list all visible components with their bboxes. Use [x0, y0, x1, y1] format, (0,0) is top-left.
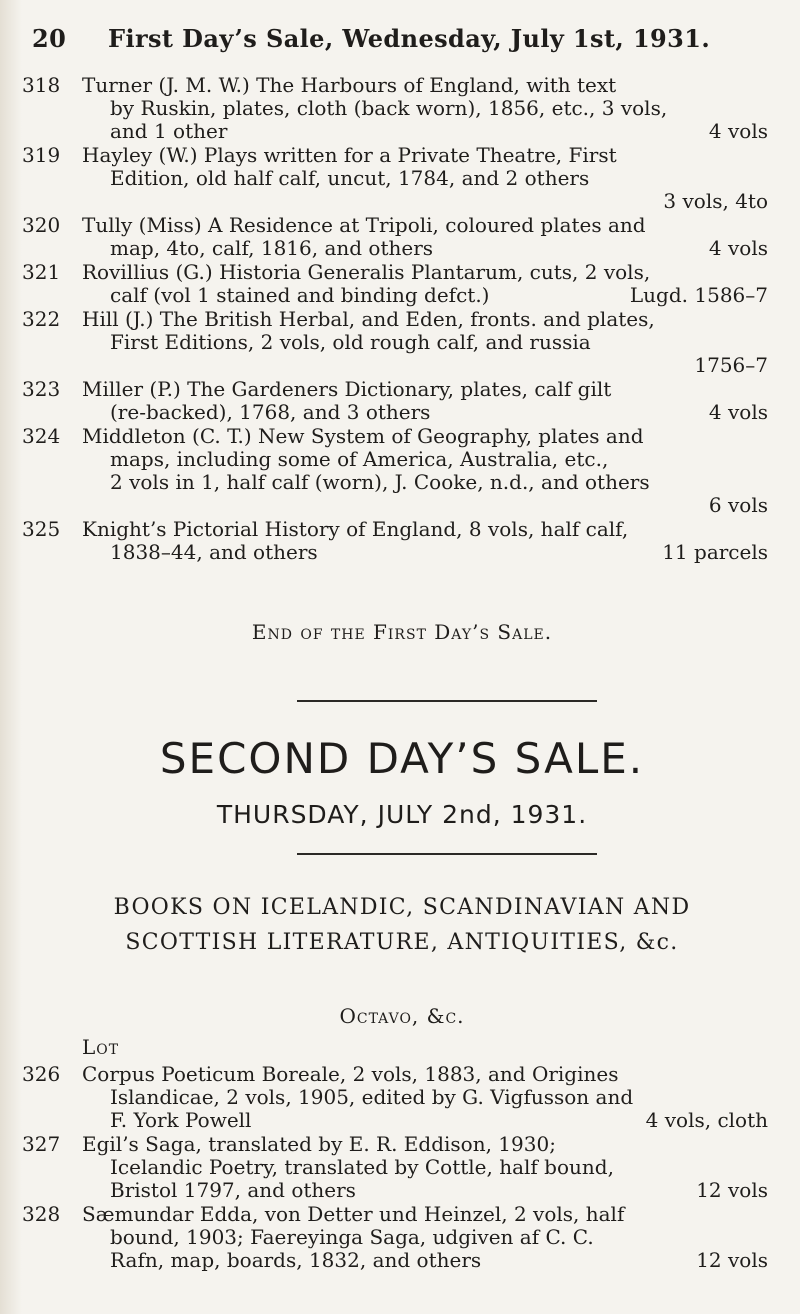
- lot-quantity: 12 vols: [696, 1248, 768, 1272]
- lot-text-span: 1838–44, and others: [110, 540, 318, 564]
- lot-text-line: [82, 237, 768, 260]
- lot-quantity: 4 vols: [708, 236, 768, 260]
- lot-text-line: bound, 1903; Faereyinga Saga, udgiven af C. C.: [110, 1225, 594, 1249]
- lot-text-line: [82, 1179, 768, 1202]
- lot-number: 321: [22, 260, 61, 284]
- lot-text-line: Knight’s Pictorial History of England, 8 vols, half calf,: [82, 517, 629, 541]
- lot-text-line: [82, 1249, 768, 1272]
- running-head: [32, 24, 772, 53]
- lot-number: 327: [22, 1132, 61, 1156]
- lot-quantity: 12 vols: [696, 1178, 768, 1202]
- lot-text-line: First Editions, 2 vols, old rough calf, and russia: [110, 330, 591, 354]
- lot-text-span: and 1 other: [110, 119, 228, 143]
- lot-text-line: Tully (Miss) A Residence at Tripoli, coloured plates and: [82, 213, 646, 237]
- lot-text-line: maps, including some of America, Australia, etc.,: [110, 447, 609, 471]
- lot-number: 318: [22, 73, 61, 97]
- lot-text-span: F. York Powell: [110, 1108, 252, 1132]
- lot-text-span: Rafn, map, boards, 1832, and others: [110, 1248, 482, 1272]
- divider-rule: [297, 700, 597, 702]
- lot-text-line: 2 vols in 1, half calf (worn), J. Cooke, n.d., and others: [110, 470, 650, 494]
- lot-quantity: 4 vols: [708, 400, 768, 424]
- lot-text-line: Middleton (C. T.) New System of Geography, plates and: [82, 424, 644, 448]
- lot-text-line: Hill (J.) The British Herbal, and Eden, fronts. and plates,: [82, 307, 655, 331]
- lot-text-line: Miller (P.) The Gardeners Dictionary, plates, calf gilt: [82, 377, 612, 401]
- lot-number: 320: [22, 213, 61, 237]
- lot-quantity: Lugd. 1586–7: [629, 283, 768, 307]
- lot-number: 323: [22, 377, 61, 401]
- lot-quantity: 11 parcels: [662, 540, 768, 564]
- page-gutter-shadow: [0, 0, 22, 1314]
- lot-text-line: Hayley (W.) Plays written for a Private Theatre, First: [82, 143, 617, 167]
- lot-text-span: calf (vol 1 stained and binding defct.): [110, 283, 490, 307]
- lot-number: 328: [22, 1202, 61, 1226]
- lot-text-line: Turner (J. M. W.) The Harbours of England, with text: [82, 73, 617, 97]
- lot-quantity: 3 vols, 4to: [663, 189, 768, 213]
- lot-quantity: 4 vols: [708, 119, 768, 143]
- second-day-title: SECOND DAY’S SALE.: [159, 734, 645, 783]
- lot-number: 319: [22, 143, 61, 167]
- lot-quantity: 4 vols, cloth: [645, 1108, 768, 1132]
- lot-text-line: Islandicae, 2 vols, 1905, edited by G. Vigfusson and: [110, 1085, 634, 1109]
- second-day-date: THURSDAY, JULY 2nd, 1931.: [216, 800, 588, 829]
- lot-text-line: [82, 541, 768, 564]
- lot-number: 325: [22, 517, 61, 541]
- lot-text-line: Rovillius (G.) Historia Generalis Plantarum, cuts, 2 vols,: [82, 260, 651, 284]
- lot-text-line: Egil’s Saga, translated by E. R. Eddison, 1930;: [82, 1132, 556, 1156]
- format-subheading: Octavo, &c.: [339, 1004, 465, 1028]
- end-of-first-day-notice: End of the First Day’s Sale.: [251, 620, 553, 644]
- catalogue-page: [22, 0, 782, 1314]
- lot-text-span: Bristol 1797, and others: [110, 1178, 356, 1202]
- lot-column-label: Lot: [82, 1035, 120, 1059]
- section-heading: SCOTTISH LITERATURE, ANTIQUITIES, &c.: [125, 930, 679, 955]
- lot-number: 322: [22, 307, 61, 331]
- page-number: 20: [32, 24, 67, 53]
- lot-text-line: [82, 401, 768, 424]
- lot-number: 324: [22, 424, 61, 448]
- lot-text-span: (re-backed), 1768, and 3 others: [110, 400, 431, 424]
- lot-quantity: 1756–7: [694, 353, 768, 377]
- divider-rule: [297, 853, 597, 855]
- lot-text-line: [82, 1109, 768, 1132]
- lot-quantity: 6 vols: [708, 493, 768, 517]
- running-title: First Day’s Sale, Wednesday, July 1st, 1931.: [108, 24, 711, 53]
- lot-text-span: map, 4to, calf, 1816, and others: [110, 236, 434, 260]
- lot-text-line: Icelandic Poetry, translated by Cottle, half bound,: [110, 1155, 614, 1179]
- lot-text-line: Corpus Poeticum Boreale, 2 vols, 1883, and Origines: [82, 1062, 619, 1086]
- lot-text-line: Edition, old half calf, uncut, 1784, and 2 others: [110, 166, 590, 190]
- lot-text-line: by Ruskin, plates, cloth (back worn), 1856, etc., 3 vols,: [110, 96, 668, 120]
- section-heading: BOOKS ON ICELANDIC, SCANDINAVIAN AND: [113, 895, 691, 920]
- lot-text-line: Sæmundar Edda, von Detter und Heinzel, 2 vols, half: [82, 1202, 625, 1226]
- lot-text-line: [82, 284, 768, 307]
- lot-number: 326: [22, 1062, 61, 1086]
- lot-text-line: [82, 120, 768, 143]
